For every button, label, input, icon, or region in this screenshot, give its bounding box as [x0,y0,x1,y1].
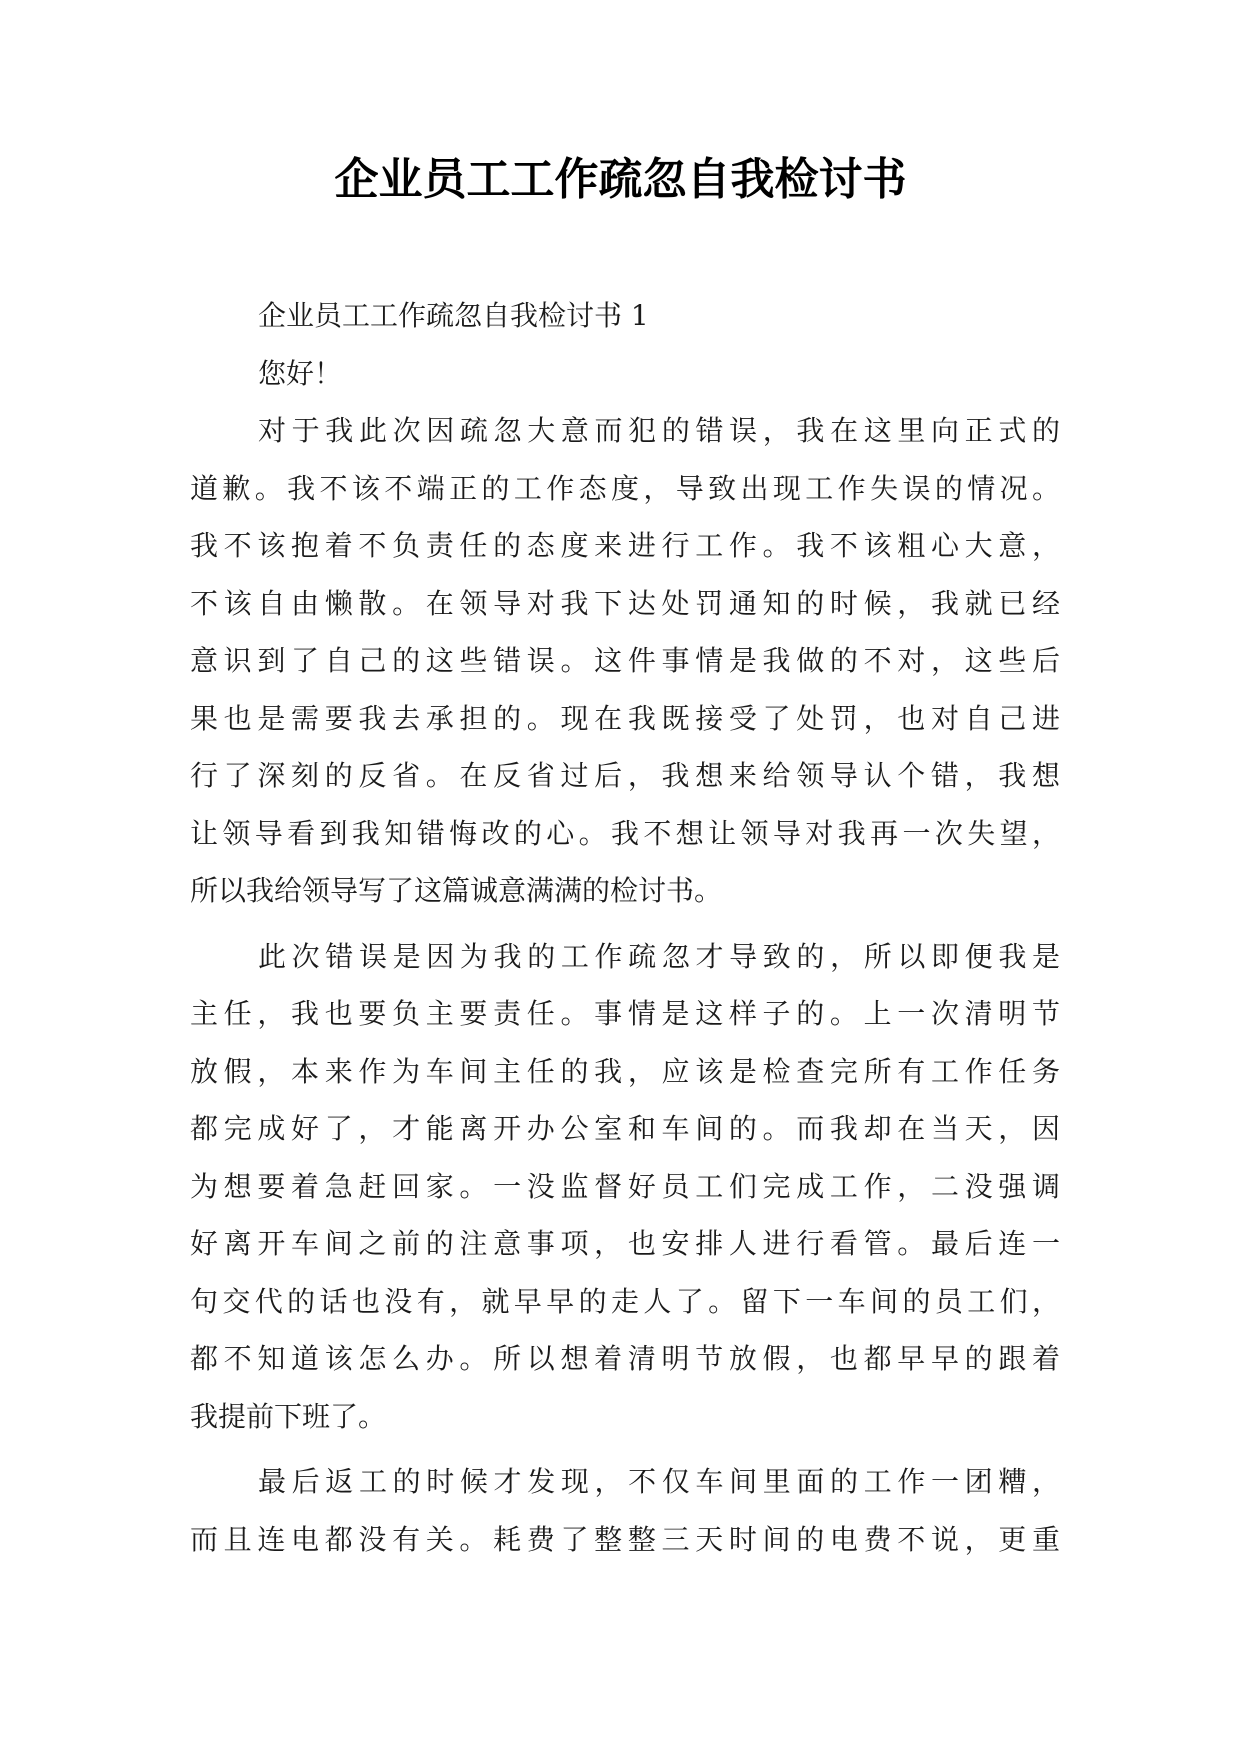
paragraph-line: 让领导看到我知错悔改的心。我不想让领导对我再一次失望， [190,816,1060,850]
paragraph-line: 此次错误是因为我的工作疏忽才导致的，所以即便我是 [258,939,1060,973]
paragraph-line: 意识到了自己的这些错误。这件事情是我做的不对，这些后 [190,644,1060,677]
paragraph-3 [190,1453,1060,1568]
paragraph-line: 行了深刻的反省。在反省过后，我想来给领导认个错，我想 [190,759,1060,792]
paragraph-line: 放假，本来作为车间主任的我，应该是检查完所有工作任务 [190,1054,1060,1088]
paragraph-line: 所以我给领导写了这篇诚意满满的检讨书。 [190,874,723,907]
paragraph-line: 好离开车间之前的注意事项，也安排人进行看管。最后连一 [190,1227,1060,1260]
subtitle-line: 企业员工工作疏忽自我检讨书 1 [258,299,649,332]
paragraph-2 [190,928,1060,1446]
document-title: 企业员工工作疏忽自我检讨书 [334,154,907,205]
paragraph-line: 我提前下班了。 [190,1399,387,1433]
paragraph-1 [190,402,1060,920]
paragraph-gap [190,920,1060,928]
paragraph-line: 而且连电都没有关。耗费了整整三天时间的电费不说，更重 [190,1522,1060,1556]
paragraph-line: 对于我此次因疏忽大意而犯的错误，我在这里向正式的 [258,414,1060,447]
paragraph-line: 都不知道该怎么办。所以想着清明节放假，也都早早的跟着 [190,1342,1060,1375]
paragraph-line: 道歉。我不该不端正的工作态度，导致出现工作失误的情况。 [190,471,1060,505]
paragraph-line: 都完成好了，才能离开办公室和车间的。而我却在当天，因 [190,1112,1060,1145]
paragraph-gap [190,1445,1060,1453]
paragraph-line: 我不该抱着不负责任的态度来进行工作。我不该粗心大意， [190,529,1060,562]
paragraph-line: 主任，我也要负主要责任。事情是这样子的。上一次清明节 [190,997,1060,1030]
paragraph-line: 为想要着急赶回家。一没监督好员工们完成工作，二没强调 [190,1169,1060,1203]
paragraph-line: 句交代的话也没有，就早早的走人了。留下一车间的员工们， [190,1284,1060,1318]
paragraph-line: 果也是需要我去承担的。现在我既接受了处罚，也对自己进 [190,701,1060,735]
paragraph-line: 不该自由懒散。在领导对我下达处罚通知的时候，我就已经 [190,586,1060,620]
document-body [190,287,1060,1568]
paragraph-line: 最后返工的时候才发现，不仅车间里面的工作一团糟， [258,1465,1060,1498]
greeting-line: 您好！ [258,356,343,390]
